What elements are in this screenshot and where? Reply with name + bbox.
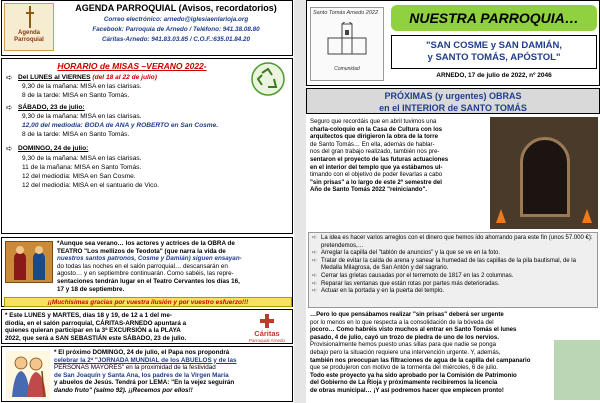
- arrow-icon: ➪: [312, 288, 318, 295]
- agenda-header: [1, 0, 293, 56]
- caritas-line: Cáritas-Arnedo: 941.83.03.85 / C.O.F.:635.01.84.20: [101, 36, 251, 43]
- mass-schedule: [1, 58, 293, 234]
- saturday-line-1: 9,30 de la mañana: MISA en las clarisas.: [22, 113, 142, 120]
- saturday-day: SÁBADO, 23 de julio:: [18, 104, 85, 111]
- arrow-icon: ➪: [312, 250, 318, 257]
- sunday-line-3: 12 del mediodía: MISA en San Cosme.: [22, 173, 136, 180]
- church-icon: [326, 22, 368, 56]
- logo-bottom-text: Comunidad: [334, 66, 360, 72]
- list-item: ➪ Arreglar la capilla del "tablón de anuncios" y la que se ve en la foto.: [312, 250, 501, 257]
- saturday-wedding: 12,00 del mediodía: BODA de ANA y ROBERTO en San Cosme.: [22, 122, 219, 129]
- caritas-text: * Este LUNES y MARTES, días 18 y 19, de 12 a 1 del me- diodía, en el salón parroquial, CÁRITAS-ARNEDO apuntará a quienes quieran participar en la 3ª EXCURSIÓN a la PLAYA 2022, que será a SAN SEBASTIÁN este SÁBADO, 23 de julio.: [5, 312, 187, 343]
- works-conclusion: …Pero lo que pensábamos realizar "sin prisas" deberá ser urgente por lo menos en lo que respecta a la consolidación de la bóveda del jocoro… Como habréis visto muchos al entrar en Santo Tomás el lunes pasado, 4 de julio, cayó un trozo de piedra de uno de los nervios. Provisionalmente hemos puesto unas sillas para que nadie se ponga debajo pero la situación requiere una intervención urgente. Y, además, también nos preocupan las filtraciones de agua de la capilla del campanario que se produjeron con motivo de la tormenta del miércoles, 6 de julio. Todo este proyecto ya ha sido aprobado por la Comisión de Patrimonio del Gobierno de La Rioja y próximamente recibiremos la licencia de obras municipal… ¡Y así podremos hacer que empiecen pronto!: [310, 311, 531, 394]
- arrow-icon: ➪: [312, 272, 318, 279]
- schedule-title: HORARIO de MISAS –VERANO 2022-: [57, 61, 207, 71]
- arch-shape: [520, 137, 570, 217]
- logo-line2: Parroquial: [14, 37, 44, 43]
- logo-top-text: Santo Tomás Arnedo 2022: [313, 10, 379, 16]
- thanks-banner: ¡¡Muchísimas gracias por vuestra ilusión y por vuestro esfuerzo!!!: [4, 297, 292, 307]
- traffic-cone-icon: [496, 209, 506, 223]
- theatre-text: *Aunque sea verano… los actores y actrices de la OBRA de TEATRO "Los mellizos de Teodota" (que narra la vida de nuestros santos patronos, Cosme y Damián) siguen ensayan- do todas las noches en el salón parroquial… descansarán en agosto… y en septiembre continuarán. Como sabéis, las repre- sentaciones tendrán lugar en el Teatro Cervantes los días 16, 17 y 18 de septiembre.: [57, 240, 242, 293]
- arrow-icon: ➪: [6, 103, 13, 112]
- caritas-logo: Cáritas Parroquial Arnedo: [242, 313, 292, 343]
- newsletter-title: NUESTRA PARROQUIA…: [391, 5, 597, 31]
- list-item: ➪ Cerrar las grietas causadas por el terremoto de 1817 en las 2 columnas.: [312, 272, 514, 279]
- weekday-line-1: 9,30 de la mañana: MISA en las clarisas.: [22, 83, 142, 90]
- traffic-cone-icon: [582, 209, 592, 223]
- right-page: [306, 0, 600, 403]
- list-item: ➪ Actuar en la portada y en la puerta del templo.: [312, 288, 445, 295]
- chapel-photo: [490, 117, 598, 229]
- list-item: ➪ La idea es hacer varios arreglos con el dinero que hemos ido ahorrando para este fin (unos 57.000 €): pretendemos,…: [312, 235, 593, 249]
- arrow-icon: ➪: [6, 73, 13, 82]
- logo-line1: Agenda: [17, 30, 40, 36]
- parish-logo: [310, 7, 384, 81]
- facebook-line: Facebook: Parroquia de Arnedo / Teléfono: 941.38.08.80: [92, 26, 260, 33]
- caritas-notice: [1, 309, 293, 344]
- cross-icon: [26, 6, 34, 28]
- grandparents-notice: [1, 346, 293, 402]
- sunday-line-2: 11 de la mañana: MISA en Santo Tomás.: [22, 164, 142, 171]
- email-line: Correo electrónico: arnedo@iglesiaenlarioja.org: [103, 16, 249, 23]
- works-list: [308, 232, 598, 308]
- works-intro: Seguro que recordáis que en abril tuvimos una charla-coloquio en la Casa de Cultura con los arquitectos que dirigieron la obra de la torre de Santo Tomás… En ella, además de hablar- nos del gran trabajo realizado, también nos pre- sentaron el proyecto de las futuras actuaciones en el interior del templo que ya estábamos ul- timando con el objetivo de poder llevarlas a cabo "sin prisas" a lo largo de este 2º semestre del Año de Santo Tomás 2022 "reiniciando".: [310, 118, 449, 194]
- issue-date: ARNEDO, 17 de julio de 2022, nº 2046: [436, 72, 552, 79]
- list-item: ➪ Tratar de evitar la caída de arena y sanear la humedad de las capillas de la pila bautismal, de la Medalla Milagrosa, de San Antón y del sagrario.: [312, 257, 576, 272]
- saturday-line-3: 8 de la tarde: MISA en Santo Tomás.: [22, 131, 130, 138]
- arrow-icon: ➪: [312, 257, 318, 264]
- grandparents-icon: [6, 351, 50, 399]
- agenda-title: AGENDA PARROQUIAL (Avisos, recordatorios): [75, 3, 277, 13]
- works-title: PRÓXIMAS (y urgentes) OBRAS en el INTERIOR de SANTO TOMÁS: [306, 88, 600, 114]
- patron-saints: "SAN COSME y SAN DAMIÁN, y SANTO TOMÁS, APÓSTOL": [391, 35, 597, 69]
- parish-header: [306, 0, 600, 86]
- theatre-notice: [1, 237, 293, 307]
- weekday-line-2: 8 de la tarde: MISA en Santo Tomás.: [22, 92, 130, 99]
- agenda-logo: [4, 3, 54, 51]
- arrow-icon: ➪: [312, 235, 318, 241]
- recycle-icon: [250, 61, 286, 97]
- caritas-cross-icon: [260, 314, 274, 328]
- grandparents-text: * El próximo DOMINGO, 24 de julio, el Papa nos propondrá celebrar la 2ª "JORNADA MUNDIAL de los ABUELOS y de las PERSONAS MAYORES" en la proximidad de la festividad de San Joaquín y Santa Ana, los padres de la Virgen María y abuelos de Jesús. Tendrá por LEMA: "En la vejez seguirán dando fruto" (salmo 92). ¡¡Recemos por ellos!!: [54, 349, 237, 394]
- decorative-corner-image: [554, 340, 600, 400]
- sunday-line-4: 12 del mediodía: MISA en el santuario de Vico.: [22, 182, 159, 189]
- left-page: [0, 0, 294, 403]
- weekdays-range: (del 18 al 22 de julio): [90, 74, 157, 81]
- weekdays-day: Del LUNES al VIERNES: [18, 74, 91, 81]
- page-gutter: [294, 0, 306, 403]
- sunday-line-1: 9,30 de la mañana: MISA en las clarisas.: [22, 155, 142, 162]
- arrow-icon: ➪: [312, 280, 318, 287]
- sunday-day: DOMINGO, 24 de julio:: [18, 145, 89, 152]
- list-item: ➪ Reparar las ventanas que están rotas por partes más deterioradas.: [312, 280, 500, 287]
- arrow-icon: ➪: [6, 144, 13, 153]
- saints-icon-image: [5, 241, 53, 283]
